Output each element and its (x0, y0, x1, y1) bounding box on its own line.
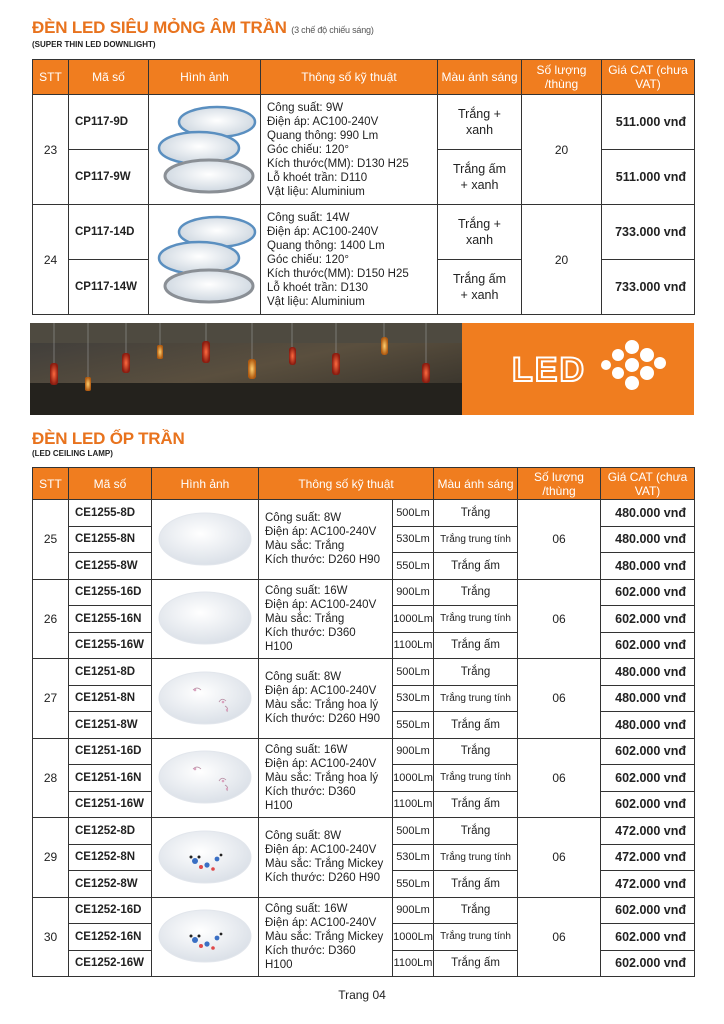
ceiling-lamp-table (32, 467, 695, 977)
qty-per-box: 06 (518, 738, 601, 818)
led-logo-text: LED (512, 351, 586, 389)
downlight-image (151, 98, 259, 198)
header-code: Mã số (69, 60, 149, 95)
light-color: Trắng trung tính (434, 924, 518, 951)
lumen: 500Lm (393, 659, 434, 686)
spec-line: Công suất: 14W (267, 211, 350, 224)
qty-per-box: 06 (518, 659, 601, 739)
spec-line: Màu sắc: Trắng hoa lý (265, 771, 379, 784)
lumen: 900Lm (393, 738, 434, 765)
spec-line: Vật liệu: Aluminium (267, 185, 365, 198)
ceiling-lamp-image (155, 584, 255, 650)
page-number: Trang 04 (338, 988, 386, 1002)
product-code: CE1255-16W (69, 632, 152, 659)
lumen: 1100Lm (393, 791, 434, 818)
product-code: CE1251-8D (69, 659, 152, 686)
product-code: CP117-14W (69, 260, 149, 315)
product-code: CE1255-8N (69, 526, 152, 553)
spec-cell (259, 738, 393, 818)
price: 602.000 vnđ (601, 579, 695, 606)
spec-line: Điện áp: AC100-240V (265, 526, 377, 539)
spec-line: Công suất: 16W (265, 584, 348, 597)
product-code: CE1252-16D (69, 897, 152, 924)
product-image-cell (152, 897, 259, 977)
spec-line: Công suất: 9W (267, 101, 344, 114)
header-color: Màu ánh sáng (438, 60, 522, 95)
light-color: Trắng trung tính (434, 685, 518, 712)
light-color: Trắng + xanh (438, 95, 522, 150)
light-color: Trắng trung tính (434, 606, 518, 633)
spec-line: Góc chiếu: 120° (267, 253, 349, 266)
spec-line: Điện áp: AC100-240V (265, 685, 377, 698)
lumen: 530Lm (393, 685, 434, 712)
spec-line: Điện áp: AC100-240V (265, 844, 377, 857)
row-stt: 23 (33, 95, 69, 205)
spec-line: Điện áp: AC100-240V (265, 916, 377, 929)
spec-line: Kích thước(MM): D130 H25 (267, 157, 409, 170)
row-stt: 27 (33, 659, 69, 739)
spec-line: Điện áp: AC100-240V (267, 115, 379, 128)
price: 602.000 vnđ (601, 606, 695, 633)
section1-title-note: (3 chế độ chiếu sáng) (291, 25, 374, 35)
qty-per-box: 06 (518, 897, 601, 977)
table-row (33, 579, 695, 606)
header-image: Hình ảnh (152, 468, 259, 500)
downlight-image (151, 208, 259, 308)
price: 480.000 vnđ (601, 712, 695, 739)
lumen: 900Lm (393, 579, 434, 606)
banner-image (30, 323, 694, 415)
table-row (33, 500, 695, 527)
spec-line: Kích thước: D260 H90 (265, 554, 380, 567)
spec-line: Điện áp: AC100-240V (267, 225, 379, 238)
product-code: CE1255-16D (69, 579, 152, 606)
spec-line: Góc chiếu: 120° (267, 143, 349, 156)
light-color: Trắng (434, 738, 518, 765)
spec-line: Công suất: 8W (265, 830, 342, 843)
spec-cell (259, 818, 393, 898)
product-code: CP117-9W (69, 150, 149, 205)
spec-line: Điện áp: AC100-240V (265, 757, 377, 770)
product-code: CE1252-8N (69, 844, 152, 871)
table-row (33, 95, 695, 150)
header-spec: Thông số kỹ thuật (259, 468, 434, 500)
section1-title-text: ĐÈN LED SIÊU MỎNG ÂM TRẦN (32, 18, 287, 37)
spec-line: Điện áp: AC100-240V (265, 598, 377, 611)
light-color: Trắng ấm + xanh (438, 150, 522, 205)
light-color: Trắng (434, 818, 518, 845)
product-image-cell (152, 500, 259, 580)
lumen: 500Lm (393, 818, 434, 845)
price: 511.000 vnđ (602, 95, 695, 150)
lumen: 1000Lm (393, 606, 434, 633)
table-row (33, 659, 695, 686)
spec-line: Công suất: 8W (265, 512, 342, 525)
row-stt: 28 (33, 738, 69, 818)
lumen: 500Lm (393, 500, 434, 527)
spec-line: Màu sắc: Trắng (265, 540, 345, 553)
lumen: 1100Lm (393, 632, 434, 659)
spec-line: Công suất: 16W (265, 743, 348, 756)
spec-line: Lỗ khoét trần: D110 (267, 171, 368, 184)
price: 472.000 vnđ (601, 871, 695, 898)
ceiling-lamp-image (155, 902, 255, 968)
price: 480.000 vnđ (601, 553, 695, 580)
light-color: Trắng (434, 897, 518, 924)
product-code: CE1251-8N (69, 685, 152, 712)
product-code: CE1252-8D (69, 818, 152, 845)
light-color: Trắng (434, 579, 518, 606)
light-color: Trắng trung tính (434, 765, 518, 792)
product-image-cell (149, 95, 261, 205)
header-image: Hình ảnh (149, 60, 261, 95)
spec-line: Kích thước: D260 H90 (265, 713, 380, 726)
light-color: Trắng trung tính (434, 526, 518, 553)
header-color: Màu ánh sáng (434, 468, 518, 500)
spec-line: Màu sắc: Trắng (265, 612, 345, 625)
product-code: CE1255-16N (69, 606, 152, 633)
header-stt: STT (33, 468, 69, 500)
price: 602.000 vnđ (601, 765, 695, 792)
light-color: Trắng ấm (434, 712, 518, 739)
product-code: CP117-9D (69, 95, 149, 150)
lumen: 1100Lm (393, 950, 434, 977)
spec-line: Màu sắc: Trắng Mickey (265, 858, 384, 871)
ceiling-lamp-image (155, 505, 255, 571)
lumen: 530Lm (393, 526, 434, 553)
spec-cell (261, 205, 438, 315)
price: 472.000 vnđ (601, 818, 695, 845)
product-code: CP117-14D (69, 205, 149, 260)
product-code: CE1252-16N (69, 924, 152, 951)
spec-cell (259, 500, 393, 580)
lumen: 550Lm (393, 553, 434, 580)
section2-title: ĐÈN LED ỐP TRẦN (32, 429, 185, 448)
spec-line: Kích thước: D360 H100 (265, 626, 356, 653)
light-color: Trắng ấm (434, 950, 518, 977)
product-code: CE1252-8W (69, 871, 152, 898)
product-image-cell (152, 659, 259, 739)
spec-line: Màu sắc: Trắng Mickey (265, 930, 384, 943)
qty-per-box: 20 (522, 95, 602, 205)
header-code: Mã số (69, 468, 152, 500)
lumen: 550Lm (393, 871, 434, 898)
light-color: Trắng ấm (434, 871, 518, 898)
header-stt: STT (33, 60, 69, 95)
lumen: 1000Lm (393, 765, 434, 792)
spec-cell (261, 95, 438, 205)
lumen: 1000Lm (393, 924, 434, 951)
product-image-cell (152, 818, 259, 898)
product-code: CE1255-8D (69, 500, 152, 527)
header-price: Giá CAT (chưa VAT) (601, 468, 695, 500)
lumen: 530Lm (393, 844, 434, 871)
price: 602.000 vnđ (601, 738, 695, 765)
price: 511.000 vnđ (602, 150, 695, 205)
price: 602.000 vnđ (601, 950, 695, 977)
product-code: CE1251-16N (69, 765, 152, 792)
spec-line: Vật liệu: Aluminium (267, 295, 365, 308)
qty-per-box: 06 (518, 818, 601, 898)
light-color: Trắng ấm (434, 553, 518, 580)
price: 733.000 vnđ (602, 260, 695, 315)
qty-per-box: 06 (518, 500, 601, 580)
product-image-cell (149, 205, 261, 315)
header-price: Giá CAT (chưa VAT) (602, 60, 695, 95)
product-code: CE1255-8W (69, 553, 152, 580)
spec-line: Lỗ khoét trần: D130 (267, 281, 369, 294)
row-stt: 24 (33, 205, 69, 315)
product-image-cell (152, 738, 259, 818)
row-stt: 30 (33, 897, 69, 977)
price: 602.000 vnđ (601, 924, 695, 951)
led-banner (30, 323, 694, 415)
product-image-cell (152, 579, 259, 659)
product-code: CE1251-16W (69, 791, 152, 818)
qty-per-box: 06 (518, 579, 601, 659)
lumen: 900Lm (393, 897, 434, 924)
light-color: Trắng ấm + xanh (438, 260, 522, 315)
header-qty: Số lượng /thùng (518, 468, 601, 500)
spec-line: Kích thước: D360 H100 (265, 944, 356, 971)
light-color: Trắng ấm (434, 791, 518, 818)
row-stt: 26 (33, 579, 69, 659)
light-color: Trắng + xanh (438, 205, 522, 260)
light-color: Trắng ấm (434, 632, 518, 659)
spec-line: Công suất: 8W (265, 671, 342, 684)
price: 480.000 vnđ (601, 659, 695, 686)
section1-subtitle: (SUPER THIN LED DOWNLIGHT) (32, 40, 156, 49)
header-qty: Số lượng /thùng (522, 60, 602, 95)
spec-cell (259, 897, 393, 977)
product-code: CE1252-16W (69, 950, 152, 977)
product-code: CE1251-16D (69, 738, 152, 765)
row-stt: 29 (33, 818, 69, 898)
table-row (33, 205, 695, 260)
spec-line: Kích thước: D260 H90 (265, 872, 380, 885)
ceiling-lamp-image (155, 823, 255, 889)
spec-cell (259, 659, 393, 739)
lumen: 550Lm (393, 712, 434, 739)
table-row (33, 897, 695, 924)
product-code: CE1251-8W (69, 712, 152, 739)
price: 480.000 vnđ (601, 500, 695, 527)
table-row (33, 738, 695, 765)
row-stt: 25 (33, 500, 69, 580)
spec-line: Kích thước: D360 H100 (265, 785, 356, 812)
ceiling-lamp-image (155, 743, 255, 809)
light-color: Trắng trung tính (434, 844, 518, 871)
price: 480.000 vnđ (601, 685, 695, 712)
light-color: Trắng (434, 659, 518, 686)
price: 472.000 vnđ (601, 844, 695, 871)
table-header (33, 60, 695, 95)
ceiling-lamp-image (155, 664, 255, 730)
price: 602.000 vnđ (601, 897, 695, 924)
price: 480.000 vnđ (601, 526, 695, 553)
spec-cell (259, 579, 393, 659)
spec-line: Quang thông: 990 Lm (267, 129, 379, 142)
downlight-table (32, 59, 695, 315)
section1-title (32, 18, 374, 38)
price: 602.000 vnđ (601, 632, 695, 659)
price: 602.000 vnđ (601, 791, 695, 818)
spec-line: Công suất: 16W (265, 902, 348, 915)
table-header (33, 468, 695, 500)
light-color: Trắng (434, 500, 518, 527)
spec-line: Quang thông: 1400 Lm (267, 239, 385, 252)
table-row (33, 818, 695, 845)
header-spec: Thông số kỹ thuật (261, 60, 438, 95)
spec-line: Kích thước(MM): D150 H25 (267, 267, 409, 280)
price: 733.000 vnđ (602, 205, 695, 260)
qty-per-box: 20 (522, 205, 602, 315)
spec-line: Màu sắc: Trắng hoa lý (265, 699, 379, 712)
section2-subtitle: (LED CEILING LAMP) (32, 449, 113, 458)
